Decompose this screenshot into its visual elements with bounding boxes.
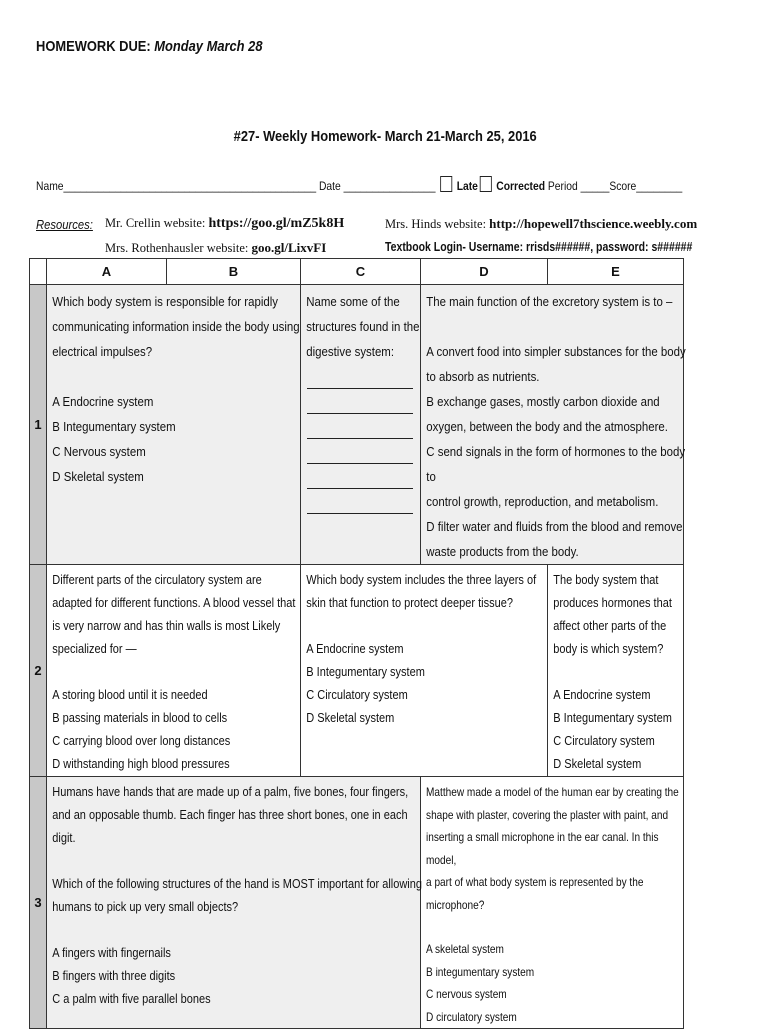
question-line: Humans have hands that are made up of a palm, five bones, four fingers,: [52, 785, 409, 799]
answer-blank[interactable]: [307, 439, 413, 464]
answer-blank[interactable]: [307, 389, 413, 414]
table-row: [30, 285, 684, 565]
answer-option[interactable]: D Skeletal system: [306, 711, 395, 725]
column-header-c: C: [301, 259, 421, 285]
hinds-link[interactable]: http://hopewell7thscience.weebly.com: [489, 216, 698, 231]
date-field[interactable]: ________________: [343, 179, 436, 193]
answer-option[interactable]: D circulatory system: [426, 1009, 517, 1024]
answer-option[interactable]: C a palm with five parallel bones: [52, 992, 211, 1006]
late-checkbox[interactable]: [440, 176, 452, 192]
question-line: and an opposable thumb. Each finger has three short bones, one in each: [52, 808, 408, 822]
answer-option[interactable]: B passing materials in blood to cells: [52, 711, 228, 725]
roth-label: Mrs. Rothenhausler website:: [105, 241, 249, 255]
answer-option[interactable]: D filter water and fluids from the blood and remove: [426, 519, 683, 534]
answer-blank[interactable]: [307, 364, 413, 389]
answer-option-continued: control growth, reproduction, and metabolism.: [426, 494, 659, 509]
answer-option[interactable]: B exchange gases, mostly carbon dioxide and: [426, 394, 660, 409]
question-line: communicating information inside the body using: [52, 319, 300, 334]
column-header-e: E: [548, 259, 684, 285]
answer-option[interactable]: B fingers with three digits: [52, 969, 176, 983]
row-label: 1: [30, 285, 47, 565]
answer-option[interactable]: A Endocrine system: [306, 642, 404, 656]
late-label: Late: [456, 179, 478, 193]
column-header-b: B: [167, 259, 301, 285]
name-label: Name: [36, 179, 64, 193]
score-label: Score: [609, 179, 637, 193]
answer-option[interactable]: B Integumentary system: [553, 711, 672, 725]
question-line: digit.: [52, 831, 76, 845]
question-line: electrical impulses?: [52, 344, 153, 359]
answer-option[interactable]: C send signals in the form of hormones to the body to: [426, 444, 686, 484]
crellin-label: Mr. Crellin website:: [105, 216, 206, 230]
row-label: 2: [30, 565, 47, 777]
question-line: Name some of the: [306, 294, 400, 309]
answer-option[interactable]: C nervous system: [426, 987, 507, 1001]
question-line: produces hormones that: [553, 596, 672, 610]
rothenhausler-website: [105, 240, 326, 256]
corner-cell: [30, 259, 47, 285]
table-row: [30, 777, 684, 1029]
question-line: Which of the following structures of the hand is MOST important for allowing: [52, 877, 422, 891]
question-line: is very narrow and has thin walls is most Likely: [52, 619, 281, 633]
question-cell[interactable]: [301, 565, 548, 777]
answer-blank[interactable]: [307, 414, 413, 439]
name-field[interactable]: ____________________________________________: [63, 179, 317, 193]
answer-option[interactable]: A skeletal system: [426, 942, 504, 956]
crellin-link[interactable]: https://goo.gl/mZ5k8H: [208, 216, 345, 231]
answer-option[interactable]: A convert food into simpler substances for the body: [426, 344, 686, 359]
column-header-row: [30, 259, 684, 285]
period-label: Period: [547, 179, 578, 193]
question-cell[interactable]: [548, 565, 684, 777]
answer-blank[interactable]: [307, 489, 413, 514]
question-cell[interactable]: [421, 777, 684, 1029]
question-line: microphone?: [426, 897, 485, 912]
score-field[interactable]: ________: [636, 179, 683, 193]
page-title: #27- Weekly Homework- March 21-March 25, 2016: [233, 128, 537, 145]
question-line: shape with plaster, covering the plaster with paint, and: [426, 807, 669, 822]
hinds-website: [385, 216, 697, 232]
answer-option[interactable]: A Endocrine system: [52, 394, 154, 409]
textbook-login: Textbook Login- Username: rrisds######, password: s######: [385, 240, 693, 254]
question-line: a part of what body system is represented by the: [426, 875, 644, 889]
question-line: adapted for different functions. A blood vessel that: [52, 596, 296, 610]
column-header-d: D: [421, 259, 548, 285]
answer-option[interactable]: B Integumentary system: [306, 665, 425, 679]
question-cell[interactable]: [47, 777, 421, 1029]
homework-due-label: HOMEWORK DUE:: [36, 38, 151, 55]
answer-option[interactable]: C Circulatory system: [306, 688, 408, 702]
answer-option[interactable]: C Circulatory system: [553, 734, 655, 748]
answer-option[interactable]: D withstanding high blood pressures: [52, 757, 230, 771]
resources-label: Resources:: [36, 218, 93, 232]
answer-option-continued: to absorb as nutrients.: [426, 369, 540, 384]
column-header-a: A: [47, 259, 167, 285]
question-line: structures found in the: [306, 319, 420, 334]
question-line: Which body system includes the three layers of: [306, 573, 537, 587]
row-label: 3: [30, 777, 47, 1029]
table-row: [30, 565, 684, 777]
answer-option[interactable]: D Skeletal system: [52, 469, 144, 484]
homework-due-date: Monday March 28: [154, 38, 263, 55]
crellin-website: [105, 216, 344, 232]
homework-grid: [29, 258, 684, 1029]
answer-option[interactable]: C Nervous system: [52, 444, 146, 459]
question-line: specialized for —: [52, 642, 137, 656]
answer-option[interactable]: A fingers with fingernails: [52, 946, 171, 960]
answer-option[interactable]: B integumentary system: [426, 964, 535, 979]
answer-option[interactable]: B Integumentary system: [52, 419, 176, 434]
question-line: Which body system is responsible for rapidly: [52, 294, 278, 309]
period-field[interactable]: _____: [580, 179, 610, 193]
question-cell[interactable]: [301, 285, 421, 565]
answer-option[interactable]: A Endocrine system: [553, 688, 651, 702]
answer-blank[interactable]: [307, 464, 413, 489]
question-line: The main function of the excretory system is to –: [426, 294, 673, 309]
answer-option[interactable]: D Skeletal system: [553, 757, 642, 771]
student-info-line: [36, 176, 682, 193]
corrected-label: Corrected: [496, 179, 546, 193]
question-line: Matthew made a model of the human ear by creating the: [426, 785, 679, 799]
question-cell[interactable]: [47, 285, 301, 565]
question-line: skin that function to protect deeper tissue?: [306, 596, 513, 610]
question-line: The body system that: [553, 573, 659, 587]
corrected-checkbox[interactable]: [480, 176, 492, 192]
answer-option[interactable]: A storing blood until it is needed: [52, 688, 208, 702]
question-line: Different parts of the circulatory system are: [52, 573, 262, 587]
answer-option-continued: waste products from the body.: [426, 544, 579, 559]
question-line: digestive system:: [306, 344, 395, 359]
question-line: affect other parts of the: [553, 619, 667, 633]
date-label: Date: [318, 179, 341, 193]
answer-option[interactable]: C carrying blood over long distances: [52, 734, 231, 748]
question-line: humans to pick up very small objects?: [52, 900, 239, 914]
hinds-label: Mrs. Hinds website:: [385, 217, 487, 231]
question-cell[interactable]: [47, 565, 301, 777]
roth-link[interactable]: goo.gl/LixvFI: [251, 240, 327, 255]
question-line: inserting a small microphone in the ear canal. In this model,: [426, 830, 659, 867]
answer-option-continued: oxygen, between the body and the atmosphere.: [426, 419, 668, 434]
homework-due: [36, 38, 263, 55]
question-cell[interactable]: [421, 285, 684, 565]
question-line: body is which system?: [553, 642, 664, 656]
